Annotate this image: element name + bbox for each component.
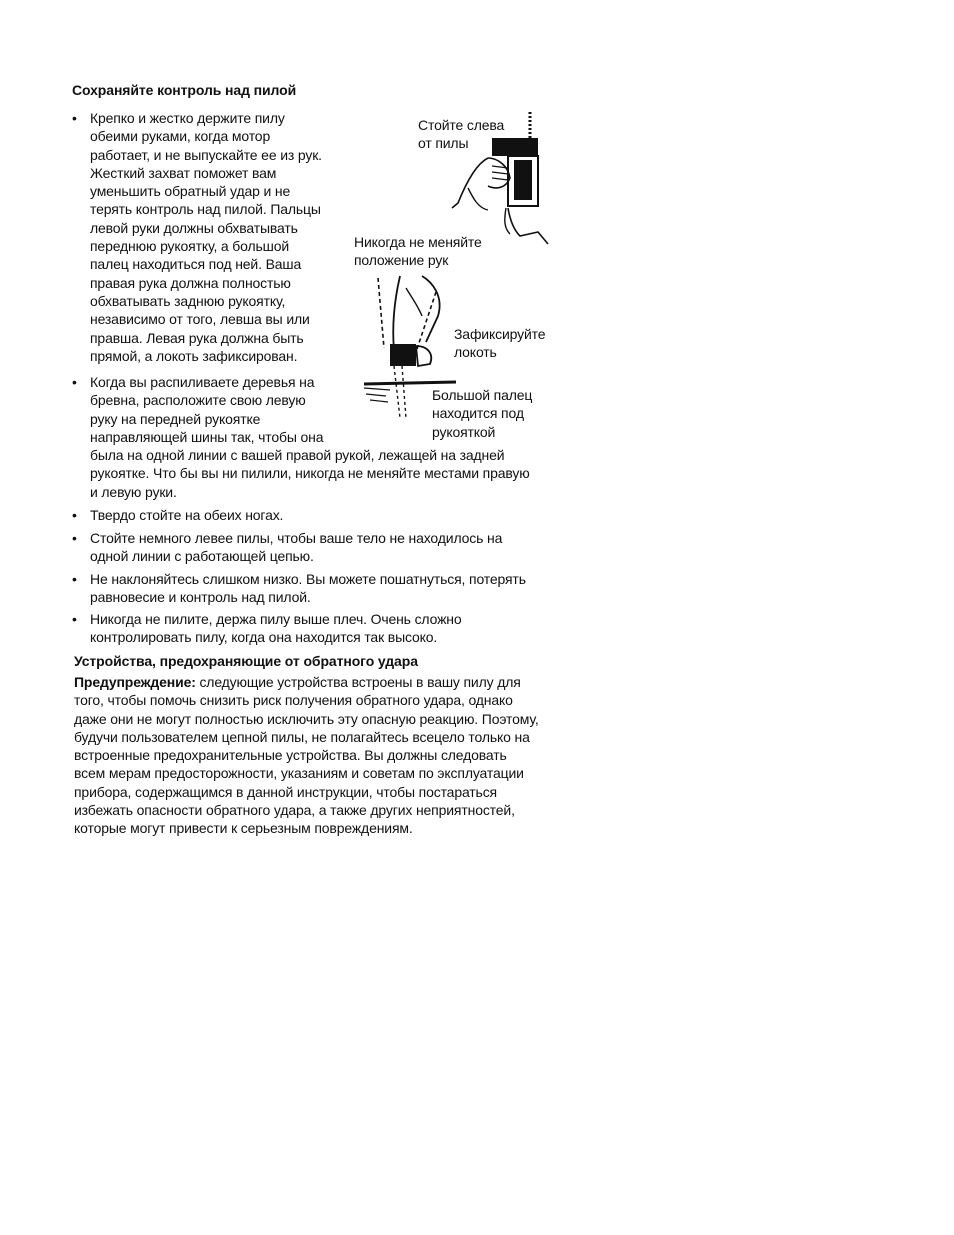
text-line: всем мерам предосторожности, указаниям и советам по эксплуатации bbox=[74, 765, 524, 782]
bullet-6-text bbox=[90, 610, 560, 647]
text-line: палец находиться под ней. Ваша bbox=[90, 256, 302, 273]
text-line: встроенные предохранительные устройства. Вы должны следовать bbox=[74, 747, 507, 764]
text-line: независимо от того, левша вы или bbox=[90, 311, 310, 328]
bullet-marker: • bbox=[72, 530, 77, 546]
label-line: Никогда не меняйте bbox=[354, 234, 482, 250]
section-heading-control: Сохраняйте контроль над пилой bbox=[72, 82, 297, 98]
text-line: Крепко и жестко держите пилу bbox=[90, 110, 285, 126]
bullet-marker: • bbox=[72, 507, 77, 523]
text-line: Не наклоняйтесь слишком низко. Вы можете пошатнуться, потерять bbox=[90, 571, 526, 587]
text-line: одной линии с работающей цепью. bbox=[90, 548, 314, 565]
text-line: того, чтобы помочь снизить риск получения обратного удара, однако bbox=[74, 692, 513, 709]
bullet-marker: • bbox=[72, 110, 77, 126]
text-line: Жесткий захват поможет вам bbox=[90, 164, 277, 181]
cutting-log-illustration bbox=[360, 272, 460, 422]
label-line: Зафиксируйте bbox=[454, 326, 546, 342]
bullet-1-text bbox=[90, 109, 360, 365]
text-line: левой руки должны обхватывать bbox=[90, 219, 298, 236]
text-line: обхватывать заднюю рукоятку, bbox=[90, 292, 286, 309]
hands-on-saw-illustration bbox=[448, 108, 552, 248]
text-line: руку на передней рукоятке bbox=[90, 410, 261, 427]
label-line: Большой палец bbox=[432, 387, 533, 403]
text-line: обеими руками, когда мотор bbox=[90, 128, 271, 145]
text-line: правша. Левая рука должна быть bbox=[90, 329, 304, 346]
text-line: Никогда не пилите, держа пилу выше плеч. Очень сложно bbox=[90, 611, 462, 627]
bullet-marker: • bbox=[72, 374, 77, 390]
text-line bbox=[74, 673, 574, 691]
text-line: бревна, расположите свою левую bbox=[90, 392, 306, 409]
label-line: Стойте слева bbox=[418, 117, 505, 133]
warning-text: следующие устройства встроены в вашу пилу для bbox=[195, 674, 521, 690]
label-line: находится под bbox=[432, 405, 524, 422]
text-line: правая рука должна полностью bbox=[90, 274, 291, 291]
text-line: Когда вы распиливаете деревья на bbox=[90, 374, 315, 390]
text-line: даже они не могут полностью исключить эту опасную реакцию. Поэтому, bbox=[74, 710, 539, 727]
section-heading-kickback-devices: Устройства, предохраняющие от обратного удара bbox=[74, 653, 418, 669]
bullet-3-text bbox=[90, 506, 560, 524]
text-line: переднюю рукоятку, а большой bbox=[90, 238, 290, 255]
text-line: терять контроль над пилой. Пальцы bbox=[90, 201, 321, 218]
label-line: положение рук bbox=[354, 252, 449, 269]
text-line: Твердо стойте на обеих ногах. bbox=[90, 507, 284, 523]
text-line: работает, и не выпускайте ее из рук. bbox=[90, 146, 322, 163]
text-line: будучи пользователем цепной пилы, не полагайтесь всецело только на bbox=[74, 728, 530, 745]
text-line: направляющей шины так, чтобы она bbox=[90, 428, 324, 445]
bullet-4-text bbox=[90, 529, 560, 566]
label-line: рукояткой bbox=[432, 423, 496, 440]
text-line: прямой, а локоть зафиксирован. bbox=[90, 347, 298, 364]
text-line: была на одной линии с вашей правой рукой, лежащей на задней bbox=[90, 447, 505, 464]
text-line: равновесие и контроль над пилой. bbox=[90, 589, 311, 606]
text-line: которые могут привести к серьезным повреждениям. bbox=[74, 820, 413, 837]
kickback-warning-paragraph bbox=[74, 673, 574, 838]
text-line: рукоятке. Что бы вы ни пилили, никогда не меняйте местами правую bbox=[90, 465, 530, 482]
label-line: локоть bbox=[454, 344, 497, 361]
warning-label: Предупреждение: bbox=[74, 674, 196, 690]
text-line: избежать опасности обратного удара, а также других неприятностей, bbox=[74, 802, 515, 819]
label-line: от пилы bbox=[418, 135, 469, 152]
bullet-marker: • bbox=[72, 571, 77, 587]
label-lock-elbow bbox=[454, 325, 545, 362]
text-line: прибора, содержащимся в данной инструкции, чтобы постараться bbox=[74, 783, 497, 800]
bullet-marker: • bbox=[72, 611, 77, 627]
bullet-5-text bbox=[90, 570, 560, 607]
text-line: и левую руки. bbox=[90, 483, 177, 500]
text-line: Стойте немного левее пилы, чтобы ваше тело не находилось на bbox=[90, 530, 503, 546]
text-line: уменьшить обратный удар и не bbox=[90, 183, 291, 200]
text-line: контролировать пилу, когда она находится так высоко. bbox=[90, 629, 438, 646]
